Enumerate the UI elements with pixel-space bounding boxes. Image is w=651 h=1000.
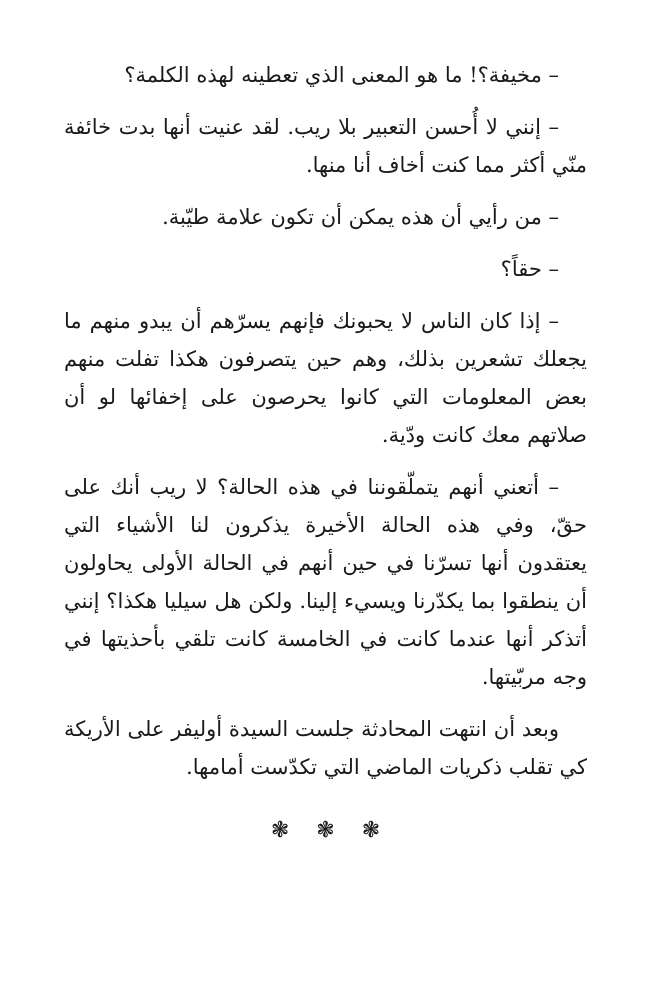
book-page bbox=[64, 56, 587, 960]
section-separator bbox=[64, 812, 587, 850]
separator-ornament-icon: ❃ bbox=[270, 818, 290, 843]
paragraph-5: – إذا كان الناس لا يحبونك فإنهم يسرّهم أن يبدو منهم ما يجعلك تشعرين بذلك، وهم حين يتصرفون هكذا تفلت منهم بعض المعلومات التي كانوا يحرصون على إخفائها لو أن صلاتهم معك كانت ودّية. bbox=[64, 309, 587, 447]
paragraph-3: – من رأيي أن هذه يمكن أن تكون علامة طيّبة. bbox=[162, 205, 559, 229]
paragraph-1: – مخيفة؟! ما هو المعنى الذي تعطينه لهذه الكلمة؟ bbox=[124, 63, 559, 87]
paragraph-2: – إنني لا أُحسن التعبير بلا ريب. لقد عنيت أنها بدت خائفة منّي أكثر مما كنت أخاف أنا منها. bbox=[64, 115, 587, 177]
separator-ornament-icon: ❃ bbox=[361, 818, 381, 843]
paragraph-6: – أتعني أنهم يتملّقوننا في هذه الحالة؟ لا ريب أنك على حقّ، وفي هذه الحالة الأخيرة يذكرون لنا الأشياء التي يعتقدون أنها تسرّنا في حين أنهم في الحالة الأولى يحاولون أن ينطقوا بما يكدّرنا ويسيء إلينا. ولكن هل سيليا هكذا؟ إنني أتذكر أنها عندما كانت في الخامسة كانت تلقي بأحذيتها في وجه مربّيتها. bbox=[64, 475, 587, 689]
separator-ornament-icon: ❃ bbox=[316, 818, 335, 843]
paragraph-7: وبعد أن انتهت المحادثة جلست السيدة أوليفر على الأريكة كي تقلب ذكريات الماضي التي تكدّست أمامها. bbox=[64, 717, 587, 779]
paragraph-4: – حقاً؟ bbox=[500, 257, 559, 281]
